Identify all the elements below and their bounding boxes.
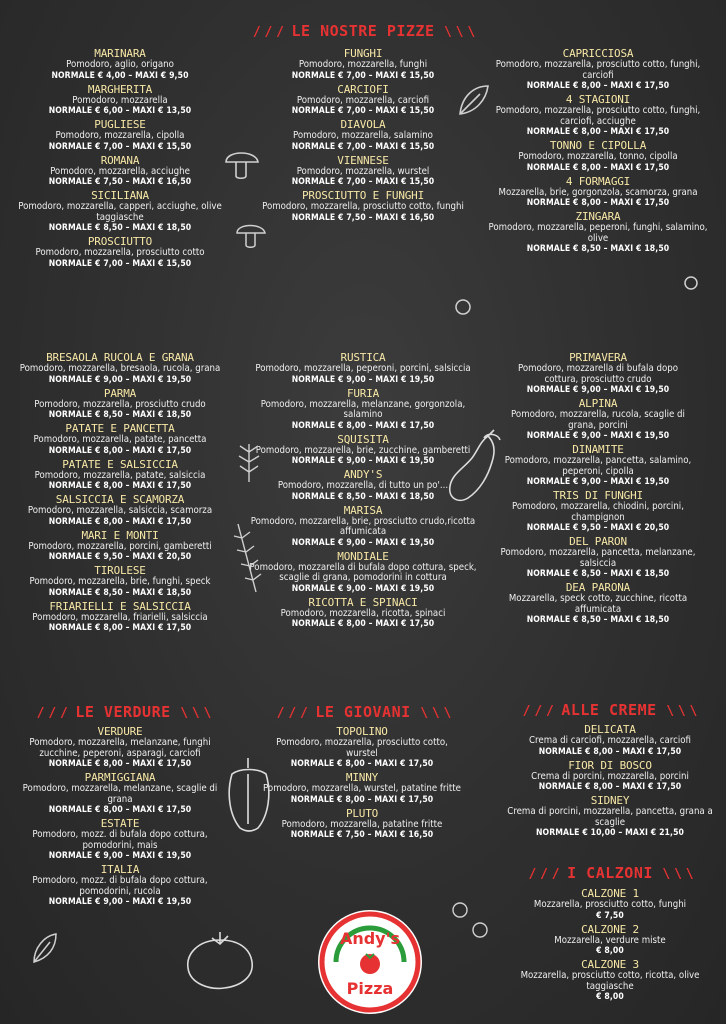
section-title-verdure: / / / LE VERDURE \ \ \ <box>36 703 210 721</box>
menu-item-description: Pomodoro, mozzarella, prosciutto crudo <box>34 398 206 410</box>
menu-item-description: Pomodoro, mozzarella, funghi <box>298 59 428 70</box>
menu-item-description: Pomodoro, mozzarella, brie, funghi, speck <box>29 576 211 587</box>
menu-item-name: PLUTO <box>345 806 379 820</box>
menu-item <box>10 190 230 234</box>
menu-item-name: DINAMITE <box>572 443 624 456</box>
herb-sprig-icon <box>234 440 264 484</box>
menu-item-description: Pomodoro, mozzarella, prosciutto cotto, funghi, carciofi <box>495 59 701 81</box>
peas-icon <box>448 898 494 946</box>
menu-item-price: NORMALE € 7,50 – MAXI € 16,50 <box>48 177 192 187</box>
menu-item <box>500 444 696 488</box>
logo-text-andys: Andy's <box>339 929 401 948</box>
menu-item-price: NORMALE € 8,50 – MAXI € 18,50 <box>526 615 670 625</box>
menu-item-name: ZINGARA <box>575 210 621 223</box>
menu-item-description: Pomodoro, mozzarella, carciofi <box>296 94 430 106</box>
mushroom-icon <box>222 144 262 182</box>
menu-item-price: NORMALE € 8,00 – MAXI € 17,50 <box>48 481 192 491</box>
menu-item-description: Pomodoro, mozzarella, brie, prosciutto crudo,ricotta affumicata <box>250 515 476 537</box>
menu-item <box>554 924 665 958</box>
menu-item-name: FUNGHI <box>343 47 383 60</box>
section-title-pizze: / / / LE NOSTRE PIZZE \ \ \ <box>252 22 474 40</box>
menu-item-price: NORMALE € 8,50 – MAXI € 18,50 <box>48 410 192 420</box>
menu-item-description: Pomodoro, mozzarella, rucola, scaglie di grana, porcini <box>511 409 685 431</box>
section-title-giovani-label: LE GIOVANI <box>315 703 411 721</box>
menu-item-price: NORMALE € 8,00 – MAXI € 17,50 <box>291 420 435 431</box>
menu-item-description: Pomodoro, mozzarella, ricotta, spinaci <box>280 607 446 619</box>
menu-item-description: Mozzarella, speck cotto, zucchine, ricotta affumicata <box>508 593 688 615</box>
menu-item-name: 4 FORMAGGI <box>565 174 631 188</box>
menu-item <box>500 490 696 534</box>
menu-item <box>51 48 188 82</box>
menu-item-description: Mozzarella, prosciutto cotto, funghi <box>533 899 687 910</box>
menu-item <box>49 84 192 118</box>
menu-item-description: Pomodoro, mozzarella, pancetta, melanzane, salsiccia <box>500 547 696 569</box>
menu-item-name: CALZONE 2 <box>581 922 639 936</box>
menu-item <box>292 48 435 82</box>
menu-item-price: NORMALE € 9,00 – MAXI € 19,50 <box>291 537 435 548</box>
pizze-column-1 <box>10 48 230 272</box>
menu-item-description: Pomodoro, mozzarella, prosciutto cotto, funghi <box>262 201 464 212</box>
eggplant-icon <box>444 428 506 508</box>
menu-item-price: NORMALE € 9,50 – MAXI € 20,50 <box>526 523 670 533</box>
section-title-verdure-label: LE VERDURE <box>75 703 171 721</box>
menu-item <box>480 211 716 255</box>
menu-item-name: SQUISITA <box>337 432 389 446</box>
menu-item-name: MARGHERITA <box>87 82 153 96</box>
menu-item-price: € 7,50 <box>596 910 624 921</box>
pea-icon <box>452 296 474 318</box>
menu-item-name: CAPRICCIOSA <box>562 47 634 60</box>
menu-item-name: TIROLESE <box>94 564 146 577</box>
menu-item-description: Crema di porcini, mozzarella, pancetta, grana a scaglie <box>507 806 713 828</box>
menu-item <box>255 352 470 386</box>
menu-item <box>499 176 698 210</box>
menu-item-description: Pomodoro, mozz. di bufala dopo cottura, pomodorini, mais <box>32 829 208 851</box>
menu-item-description: Pomodoro, mozzarella, patate, pancetta <box>33 434 207 445</box>
menu-item-description: Pomodoro, mozzarella, prosciutto cotto <box>35 247 205 258</box>
menu-item-description: Mozzarella, verdure miste <box>554 934 666 946</box>
menu-item-price: NORMALE € 8,00 – MAXI € 17,50 <box>526 198 670 208</box>
menu-item <box>28 530 211 564</box>
menu-item-description: Pomodoro, mozzarella, salamino <box>293 130 433 141</box>
section-title-creme-label: ALLE CREME <box>561 701 657 719</box>
menu-item <box>20 352 221 386</box>
menu-item <box>480 94 716 138</box>
menu-item-price: NORMALE € 9,00 – MAXI € 19,50 <box>526 431 670 441</box>
menu-item <box>10 864 230 908</box>
menu-item-price: NORMALE € 8,00 – MAXI € 17,50 <box>526 81 670 91</box>
menu-item-price: NORMALE € 9,00 – MAXI € 19,50 <box>48 374 192 385</box>
menu-item <box>292 155 435 189</box>
menu-item-description: Crema di carciofi, mozzarella, carciofi <box>529 735 691 746</box>
menu-item <box>292 84 435 118</box>
menu-item <box>531 760 689 794</box>
menu-item-name: ITALIA <box>100 863 140 876</box>
menu-item <box>282 808 443 842</box>
menu-item-description: Pomodoro, aglio, origano <box>66 59 174 70</box>
menu-item-description: Pomodoro, mozz. di bufala dopo cottura, pomodorini, rucola <box>32 875 208 897</box>
menu-item <box>496 795 724 839</box>
menu-item-description: Pomodoro, mozzarella, peperoni, porcini, salsiccia <box>255 363 471 374</box>
menu-item-description: Pomodoro, mozzarella, melanzane, gorgonzola, salamino <box>260 398 466 420</box>
menu-item-description: Pomodoro, mozzarella, salsiccia, scamorza <box>27 505 213 516</box>
menu-item-price: NORMALE € 4,00 – MAXI € 9,50 <box>51 70 189 81</box>
menu-item-price: NORMALE € 9,00 – MAXI € 19,50 <box>291 583 435 594</box>
menu-item-price: NORMALE € 8,00 – MAXI € 17,50 <box>48 623 192 633</box>
calzoni-column <box>510 888 710 1005</box>
menu-item <box>245 388 481 432</box>
menu-item-name: PROSCIUTTO <box>87 235 153 248</box>
pea-icon-2 <box>682 274 700 292</box>
menu-item <box>245 505 481 549</box>
menu-item-description: Pomodoro, mozzarella, bresaola, rucola, grana <box>19 363 221 374</box>
menu-item-name: CARCIOFI <box>337 82 389 96</box>
menu-item-price: NORMALE € 7,00 – MAXI € 15,50 <box>48 141 192 152</box>
menu-item-name: SICILIANA <box>91 189 149 202</box>
section-title-calzoni-label: I CALZONI <box>567 864 653 882</box>
menu-item-description: Pomodoro, mozzarella, patatine fritte <box>281 818 443 830</box>
menu-item-price: NORMALE € 7,50 – MAXI € 16,50 <box>290 830 434 840</box>
menu-item-name: ANDY'S <box>343 468 383 481</box>
menu-item-name: PARMA <box>103 386 137 400</box>
menu-item-description: Pomodoro, mozzarella, melanzane, scaglie di grana <box>22 783 218 805</box>
menu-item <box>30 565 211 599</box>
menu-item <box>256 434 471 468</box>
menu-item-name: FRIARIELLI E SALSICCIA <box>49 599 191 613</box>
menu-item <box>262 190 464 224</box>
pizze-column-3 <box>478 48 718 257</box>
menu-item <box>278 469 448 503</box>
section-title-creme: / / / ALLE CREME \ \ \ <box>522 701 696 719</box>
menu-item <box>500 536 696 580</box>
menu-item-name: PARMIGGIANA <box>84 771 156 784</box>
menu-item-description: Pomodoro, mozzarella <box>72 94 168 106</box>
rosemary-icon <box>230 520 264 596</box>
menu-item <box>518 140 677 174</box>
menu-item-name: DELICATA <box>584 723 636 736</box>
menu-item-price: NORMALE € 8,00 – MAXI € 17,50 <box>48 516 192 527</box>
menu-item-name: MONDIALE <box>337 549 389 563</box>
menu-item-name: 4 STAGIONI <box>565 93 631 106</box>
pizze-column-2 <box>250 48 476 226</box>
menu-item <box>49 155 192 189</box>
basil-leaf-icon <box>456 82 492 118</box>
menu-item <box>35 459 206 493</box>
menu-item-description: Pomodoro, mozzarella di bufala dopo cottura, speck, scaglie di grana, pomodorini in cottura <box>249 561 477 583</box>
section-title-pizze-label: LE NOSTRE PIZZE <box>291 22 435 40</box>
menu-item-name: FIOR DI BOSCO <box>568 758 652 772</box>
menu-item <box>500 352 696 396</box>
menu-item <box>500 398 696 442</box>
menu-item-price: NORMALE € 9,00 – MAXI € 19,50 <box>48 851 192 861</box>
menu-item-description: Pomodoro, mozzarella, melanzane, funghi zucchine, peperoni, asparagi, carciofi <box>29 737 211 759</box>
menu-item-price: NORMALE € 10,00 – MAXI € 21,50 <box>535 828 685 838</box>
menu-item-name: DEL PARON <box>569 535 627 548</box>
menu-item-description: Mozzarella, prosciutto cotto, ricotta, olive taggiasche <box>520 970 700 992</box>
menu-item-description: Pomodoro, mozzarella, chiodini, porcini, champignon <box>512 501 684 523</box>
menu-item-description: Pomodoro, mozzarella, brie, zucchine, gamberetti <box>255 444 471 456</box>
menu-item-price: NORMALE € 7,00 – MAXI € 15,50 <box>291 141 435 152</box>
leaf-icon <box>30 930 60 966</box>
menu-item-description: Crema di porcini, mozzarella, porcini <box>531 770 689 782</box>
menu-item-price: NORMALE € 8,50 – MAXI € 18,50 <box>48 223 192 233</box>
menu-item <box>36 236 205 270</box>
menu-item-name: DEA PARONA <box>565 581 631 594</box>
menu-item-price: NORMALE € 7,00 – MAXI € 15,50 <box>291 70 435 81</box>
menu-item-price: NORMALE € 9,00 – MAXI € 19,50 <box>291 456 435 466</box>
speciali-column-1 <box>5 352 235 636</box>
menu-item-description: Mozzarella, brie, gorgonzola, scamorza, grana <box>498 186 698 198</box>
menu-item-name: DIAVOLA <box>340 118 386 131</box>
menu-item-description: Pomodoro, mozzarella, tonno, cipolla <box>518 151 678 162</box>
menu-item <box>10 818 230 862</box>
menu-item-description: Pomodoro, mozzarella, prosciutto cotto, wurstel <box>276 737 448 759</box>
creme-column <box>496 724 724 841</box>
menu-item-price: NORMALE € 8,00 – MAXI € 17,50 <box>290 759 434 769</box>
menu-item <box>34 423 207 457</box>
verdure-column <box>10 726 230 910</box>
menu-item <box>32 601 207 635</box>
menu-item <box>529 724 691 758</box>
menu-item-name: CALZONE 3 <box>581 958 639 971</box>
menu-item-name: PUGLIESE <box>94 118 146 131</box>
menu-item-price: NORMALE € 8,00 – MAXI € 17,50 <box>290 794 434 805</box>
menu-item-description: Pomodoro, mozzarella, wurstel, patatine fritte <box>263 783 461 794</box>
menu-item-name: MARISA <box>343 503 383 517</box>
menu-item-price: € 8,00 <box>596 992 624 1002</box>
menu-item-price: NORMALE € 7,00 – MAXI € 15,50 <box>291 106 435 116</box>
tomato-icon <box>180 930 260 994</box>
menu-item-name: ROMANA <box>100 153 140 167</box>
menu-item-price: NORMALE € 8,00 – MAXI € 17,50 <box>291 619 435 629</box>
menu-item-price: NORMALE € 8,00 – MAXI € 17,50 <box>48 445 192 456</box>
menu-item <box>510 959 710 1003</box>
speciali-column-3 <box>500 352 696 628</box>
menu-item-price: NORMALE € 8,50 – MAXI € 18,50 <box>526 244 670 254</box>
menu-item <box>28 494 212 528</box>
menu-item-name: VERDURE <box>97 725 143 738</box>
menu-item-name: CALZONE 1 <box>581 887 639 900</box>
menu-item-price: NORMALE € 8,00 – MAXI € 17,50 <box>48 759 192 769</box>
menu-item-name: RICOTTA E SPINACI <box>308 595 418 609</box>
menu-item-description: Pomodoro, mozzarella, wurstel <box>296 165 430 177</box>
menu-item-name: TONNO E CIPOLLA <box>549 139 647 152</box>
menu-item-description: Pomodoro, mozzarella, porcini, gamberetti <box>28 540 212 552</box>
menu-item-name: PATATE E PANCETTA <box>65 422 175 435</box>
menu-item-description: Pomodoro, mozzarella, capperi, acciughe, olive taggiasche <box>18 201 222 223</box>
menu-item-name: VIENNESE <box>337 153 389 167</box>
menu-item-price: NORMALE € 9,00 – MAXI € 19,50 <box>291 374 435 385</box>
menu-item-price: NORMALE € 8,00 – MAXI € 17,50 <box>526 162 670 173</box>
menu-item-name: ESTATE <box>100 817 140 830</box>
menu-item <box>292 119 435 153</box>
menu-item-price: € 8,00 <box>596 946 624 956</box>
menu-item-price: NORMALE € 8,00 – MAXI € 17,50 <box>526 127 670 137</box>
menu-item-name: FURIA <box>346 386 380 400</box>
menu-item-description: Pomodoro, mozzarella, di tutto un po'... <box>277 480 449 491</box>
menu-item-name: TRIS DI FUNGHI <box>553 489 643 502</box>
menu-item-price: NORMALE € 9,50 – MAXI € 20,50 <box>48 552 192 562</box>
menu-item-price: NORMALE € 8,50 – MAXI € 18,50 <box>291 491 435 502</box>
menu-item <box>263 772 461 806</box>
menu-item-name: MINNY <box>345 771 379 784</box>
menu-item-description: Pomodoro, mozzarella di bufala dopo cottura, prosciutto crudo <box>517 363 679 385</box>
menu-item-description: Pomodoro, mozzarella, peperoni, funghi, salamino, olive <box>488 222 708 244</box>
menu-item <box>10 772 230 816</box>
menu-item-price: NORMALE € 8,00 – MAXI € 17,50 <box>48 805 192 815</box>
menu-item <box>10 726 230 770</box>
menu-item-description: Pomodoro, mozzarella, friarielli, salsiccia <box>32 611 208 623</box>
menu-item-description: Pomodoro, mozzarella, prosciutto cotto, funghi, carciofi, acciughe <box>495 105 701 127</box>
menu-item-description: Pomodoro, mozzarella, pancetta, salamino, peperoni, cipolla <box>504 455 692 477</box>
menu-item-description: Pomodoro, mozzarella, acciughe <box>50 165 190 177</box>
menu-item-description: Pomodoro, mozzarella, patate, salsiccia <box>34 469 206 481</box>
menu-item <box>534 888 686 922</box>
menu-item-price: NORMALE € 9,00 – MAXI € 19,50 <box>526 477 670 487</box>
menu-item-price: NORMALE € 8,50 – MAXI € 18,50 <box>48 587 192 598</box>
menu-item-name: PRIMAVERA <box>569 351 627 364</box>
menu-item <box>34 388 205 422</box>
menu-item-name: SIDNEY <box>590 794 630 807</box>
menu-item-description: Pomodoro, mozzarella, cipolla <box>55 130 185 141</box>
menu-item <box>281 597 446 631</box>
logo-text-pizza: Pizza <box>346 979 394 998</box>
menu-item <box>49 119 192 153</box>
menu-item-price: NORMALE € 8,00 – MAXI € 17,50 <box>538 746 682 757</box>
menu-item-price: NORMALE € 9,00 – MAXI € 19,50 <box>526 385 670 395</box>
menu-item <box>480 48 716 92</box>
menu-item-name: RUSTICA <box>340 351 386 364</box>
andys-pizza-logo <box>316 908 424 1016</box>
menu-item-price: NORMALE € 6,00 – MAXI € 13,50 <box>48 106 192 116</box>
menu-item-name: MARINARA <box>94 47 146 60</box>
menu-item-price: NORMALE € 9,00 – MAXI € 19,50 <box>48 897 192 907</box>
menu-item-name: PROSCIUTTO E FUNGHI <box>301 189 425 202</box>
menu-item-price: NORMALE € 7,00 – MAXI € 15,50 <box>48 258 192 269</box>
menu-item <box>245 551 481 595</box>
menu-item-name: PATATE E SALSICCIA <box>62 457 178 471</box>
bell-pepper-icon <box>222 754 276 834</box>
menu-item-price: NORMALE € 7,00 – MAXI € 15,50 <box>291 177 435 187</box>
menu-item <box>500 582 696 626</box>
menu-item-price: NORMALE € 7,50 – MAXI € 16,50 <box>291 212 435 223</box>
menu-item <box>262 726 462 770</box>
menu-item-price: NORMALE € 8,50 – MAXI € 18,50 <box>526 569 670 579</box>
menu-item-name: TOPOLINO <box>336 725 388 738</box>
section-title-calzoni: / / / I CALZONI \ \ \ <box>528 864 692 882</box>
section-title-giovani: / / / LE GIOVANI \ \ \ <box>276 703 450 721</box>
giovani-column <box>262 726 462 843</box>
menu-item-name: MARI E MONTI <box>81 528 159 542</box>
menu-item-name: SALSICCIA E SCAMORZA <box>55 493 185 506</box>
menu-item-name: BRESAOLA RUCOLA E GRANA <box>46 351 194 364</box>
menu-item-price: NORMALE € 8,00 – MAXI € 17,50 <box>538 782 682 792</box>
mushroom-icon-2 <box>234 218 268 252</box>
menu-item-name: ALPINA <box>578 397 618 410</box>
